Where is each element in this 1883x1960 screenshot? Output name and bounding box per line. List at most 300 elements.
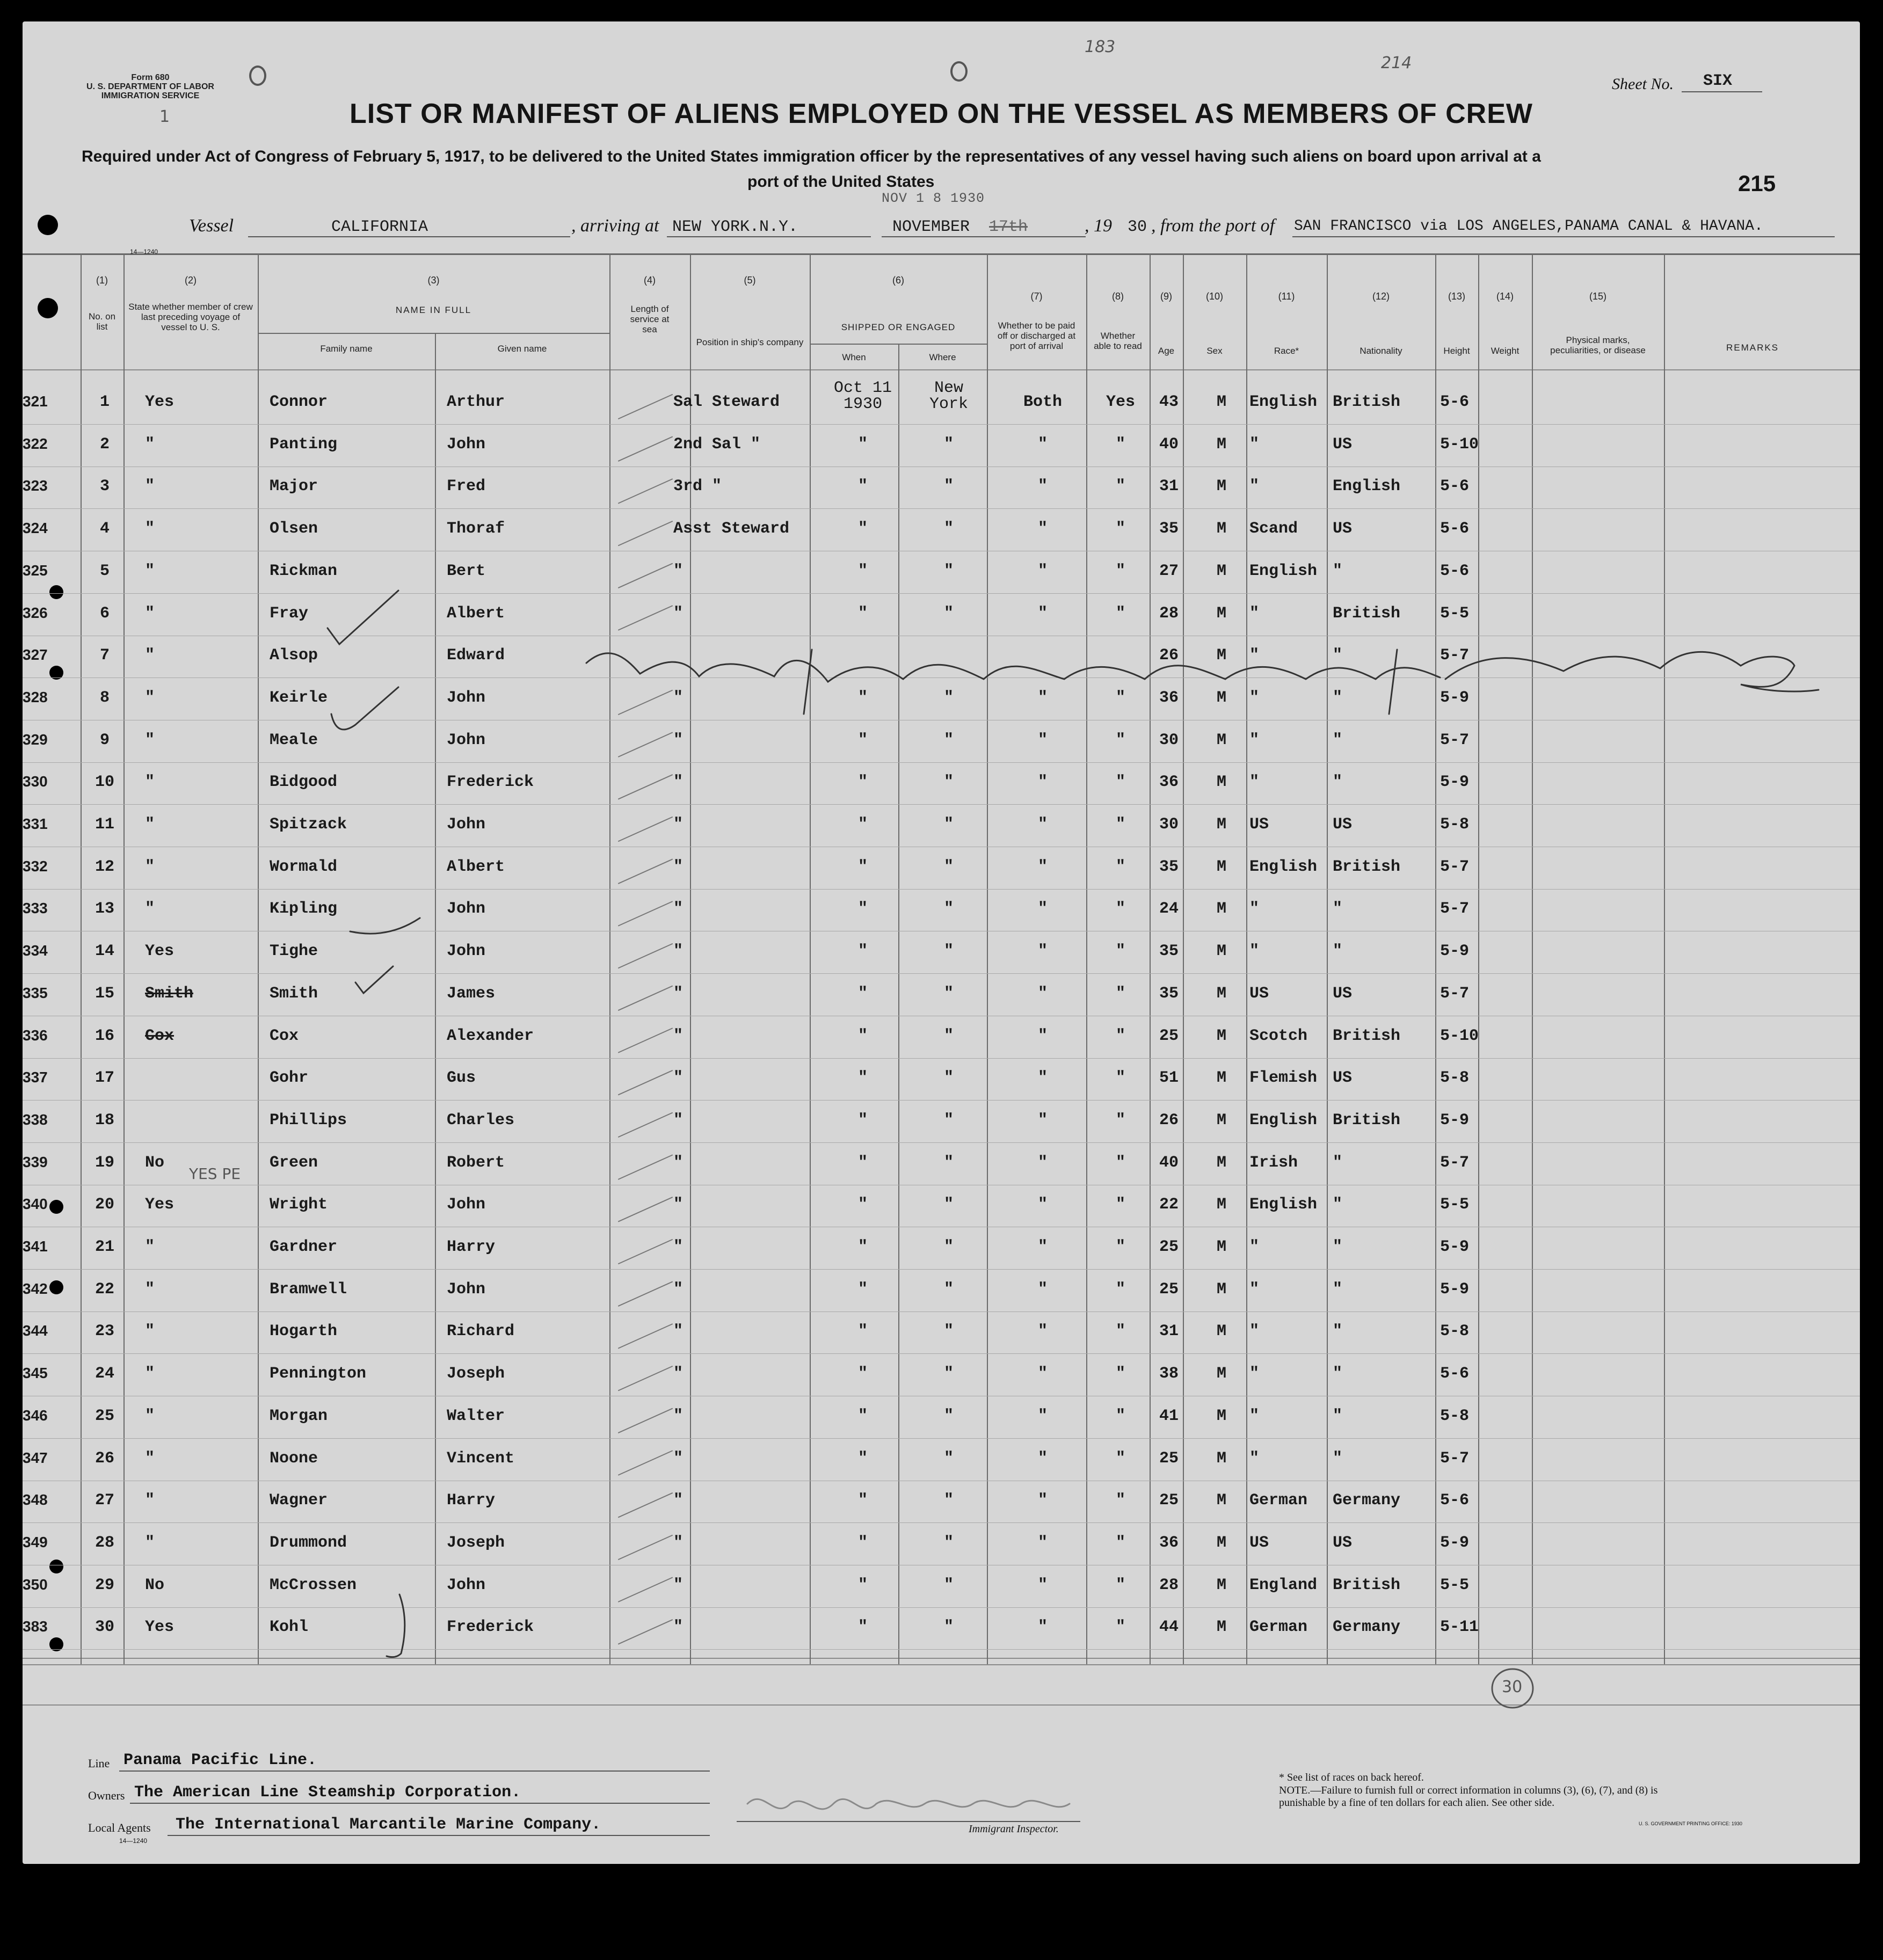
row-shipped-when: ": [857, 900, 868, 919]
row-shipped-where: ": [943, 1026, 954, 1045]
row-position: ": [673, 857, 684, 876]
row-prev-voyage: Yes: [145, 942, 175, 961]
row-age: 36: [1159, 688, 1179, 707]
row-nationality: US: [1333, 435, 1353, 454]
row-family-name: Gardner: [270, 1238, 338, 1256]
row-shipped-where: ": [943, 1449, 954, 1468]
col-header-given: Given name: [497, 344, 547, 354]
service-tick-mark: [619, 775, 672, 799]
owners-label: Owners: [88, 1789, 125, 1802]
row-age: 25: [1159, 1238, 1179, 1256]
row-prev-voyage: ": [145, 857, 155, 876]
row-sex: M: [1216, 562, 1226, 580]
row-able-to-read: ": [1115, 435, 1125, 454]
row-ref: 335: [23, 984, 48, 1001]
penalty-note: NOTE.—Failure to furnish full or correct information in columns (3), (6), (7), and (8) is punishable by a fine of ten dollars for each alien. See other side.: [1279, 1784, 1658, 1809]
row-able-to-read: ": [1115, 520, 1125, 538]
row-age: 26: [1159, 1111, 1179, 1130]
row-given-name: John: [447, 435, 486, 454]
row-prev-voyage: ": [145, 1449, 155, 1468]
row-paid-off: ": [1037, 1618, 1048, 1637]
page-number: 215: [1738, 171, 1776, 196]
line-value: Panama Pacific Line.: [123, 1751, 317, 1769]
service-tick-mark: [619, 1197, 672, 1221]
agents-value: The International Marcantile Marine Company.: [176, 1816, 601, 1834]
row-position: ": [673, 900, 684, 919]
row-age: 25: [1159, 1026, 1179, 1045]
row-race: ": [1249, 731, 1260, 749]
row-nationality: British: [1333, 1111, 1401, 1130]
row-height: 5-6: [1440, 1365, 1470, 1383]
row-shipped-when: ": [857, 1533, 868, 1552]
service-tick-mark: [619, 395, 672, 419]
service-tick-mark: [619, 944, 672, 968]
row-race: English: [1249, 562, 1318, 580]
row-number: 26: [94, 1449, 114, 1468]
row-shipped-where: ": [943, 477, 954, 496]
row-height: 5-9: [1440, 1533, 1470, 1552]
row-shipped-when: Oct 11 1930: [833, 379, 892, 413]
row-able-to-read: ": [1115, 731, 1125, 749]
row-paid-off: ": [1037, 1111, 1048, 1130]
row-nationality: US: [1333, 984, 1353, 1003]
row-paid-off: ": [1037, 688, 1048, 707]
row-race: US: [1249, 815, 1269, 834]
row-prev-voyage: ": [145, 477, 155, 496]
row-age: 43: [1159, 393, 1179, 411]
row-able-to-read: ": [1115, 1280, 1125, 1299]
gpo-imprint: U. S. GOVERNMENT PRINTING OFFICE: 1930: [1639, 1821, 1742, 1826]
row-nationality: ": [1333, 1238, 1343, 1256]
row-position: ": [673, 773, 684, 792]
row-given-name: John: [447, 942, 486, 961]
row-shipped-where: ": [943, 815, 954, 834]
row-height: 5-5: [1440, 604, 1470, 623]
row-shipped-when: ": [857, 1407, 868, 1425]
row-nationality: US: [1333, 1069, 1353, 1088]
row-position: ": [673, 1280, 684, 1299]
row-able-to-read: ": [1115, 1196, 1125, 1214]
service-tick-mark: [619, 1029, 672, 1053]
col-header-remarks: REMARKS: [1726, 343, 1779, 353]
row-prev-voyage: ": [145, 646, 155, 665]
row-age: 25: [1159, 1280, 1179, 1299]
col-num-2: (2): [185, 275, 197, 286]
row-height: 5-11: [1440, 1618, 1479, 1637]
row-prev-voyage: Yes: [145, 393, 175, 411]
service-tick-mark: [619, 1620, 672, 1644]
row-sex: M: [1216, 1280, 1226, 1299]
row-position: ": [673, 562, 684, 580]
row-paid-off: ": [1037, 773, 1048, 792]
col-header-13: Height: [1443, 346, 1470, 356]
col-num-11: (11): [1278, 291, 1295, 302]
row-shipped-when: ": [857, 1491, 868, 1510]
row-family-name: Morgan: [270, 1407, 328, 1425]
col-num-5: (5): [744, 275, 756, 286]
row-age: 51: [1159, 1069, 1179, 1088]
arrival-month: NOVEMBER: [892, 218, 970, 236]
row-shipped-when: ": [857, 984, 868, 1003]
row-position: ": [673, 942, 684, 961]
row-nationality: British: [1333, 1026, 1401, 1045]
row-position: ": [673, 1407, 684, 1425]
col-header-14: Weight: [1491, 346, 1520, 356]
row-given-name: Bert: [447, 562, 486, 580]
row-able-to-read: ": [1115, 1491, 1125, 1510]
row-able-to-read: ": [1115, 1365, 1125, 1383]
row-nationality: British: [1333, 393, 1401, 411]
col-num-10: (10): [1205, 291, 1223, 302]
row-shipped-when: ": [857, 773, 868, 792]
row-number: 11: [94, 815, 114, 834]
row-nationality: ": [1333, 1365, 1343, 1383]
row-shipped-when: ": [857, 562, 868, 580]
row-position: ": [673, 1238, 684, 1256]
col-num-12: (12): [1372, 291, 1390, 302]
row-able-to-read: ": [1115, 1618, 1125, 1637]
row-family-name: Bidgood: [270, 773, 338, 792]
col-num-9: (9): [1160, 291, 1172, 302]
row-family-name: McCrossen: [270, 1576, 357, 1594]
row-ref: 321: [23, 393, 48, 410]
row-age: 27: [1159, 562, 1179, 580]
row-race: English: [1249, 857, 1318, 876]
row-paid-off: ": [1037, 815, 1048, 834]
row-shipped-when: ": [857, 857, 868, 876]
row-shipped-where: ": [943, 688, 954, 707]
row-nationality: Germany: [1333, 1491, 1401, 1510]
service-tick-mark: [619, 859, 672, 884]
row-nationality: ": [1333, 942, 1343, 961]
row-family-name: Panting: [270, 435, 338, 454]
row-number: 19: [94, 1153, 114, 1172]
row-paid-off: ": [1037, 857, 1048, 876]
row-number: 22: [94, 1280, 114, 1299]
row-paid-off: ": [1037, 1026, 1048, 1045]
row-family-name: Pennington: [270, 1365, 367, 1383]
row-ref: 383: [23, 1618, 48, 1635]
row-height: 5-9: [1440, 688, 1470, 707]
row-height: 5-7: [1440, 1153, 1470, 1172]
col-header-5: Position in ship's company: [696, 337, 804, 347]
row-ref: 348: [23, 1491, 48, 1509]
col-header-3: NAME IN FULL: [395, 305, 472, 315]
col-header-11: Race*: [1274, 346, 1299, 356]
row-height: 5-8: [1440, 1322, 1470, 1341]
row-prev-voyage: ": [145, 1322, 155, 1341]
row-nationality: ": [1333, 688, 1343, 707]
subtitle-continued: port of the United States: [747, 173, 935, 191]
line-label: Line: [88, 1757, 110, 1770]
row-sex: M: [1216, 1407, 1226, 1425]
row-number: 25: [94, 1407, 114, 1425]
row-sex: M: [1216, 1618, 1226, 1637]
row-sex: M: [1216, 520, 1226, 538]
row-given-name: Joseph: [447, 1533, 505, 1552]
department: U. S. DEPARTMENT OF LABOR: [86, 82, 214, 91]
col-num-15: (15): [1589, 291, 1606, 302]
row-position: ": [673, 1111, 684, 1130]
row-race: ": [1249, 646, 1260, 665]
inspector-label: Immigrant Inspector.: [969, 1823, 1059, 1835]
row-number: 20: [94, 1196, 114, 1214]
service-tick-mark: [619, 690, 672, 715]
row-shipped-when: ": [857, 1449, 868, 1468]
page-title: LIST OR MANIFEST OF ALIENS EMPLOYED ON THE VESSEL AS MEMBERS OF CREW: [350, 98, 1533, 129]
row-sex: M: [1216, 1238, 1226, 1256]
row-shipped-when: ": [857, 1069, 868, 1088]
row-sex: M: [1216, 1491, 1226, 1510]
row-height: 5-10: [1440, 435, 1479, 454]
row-family-name: Kohl: [270, 1618, 309, 1637]
row-family-name: Noone: [270, 1449, 318, 1468]
row-sex: M: [1216, 984, 1226, 1003]
service-tick-mark: [619, 1366, 672, 1390]
row-sex: M: [1216, 477, 1226, 496]
row-ref: 328: [23, 688, 48, 705]
row-sex: M: [1216, 773, 1226, 792]
handwriting-overlay: [23, 21, 1860, 1864]
row-shipped-when: ": [857, 1238, 868, 1256]
row-number: 28: [94, 1533, 114, 1552]
row-family-name: Drummond: [270, 1533, 347, 1552]
row-paid-off: ": [1037, 1069, 1048, 1088]
row-shipped-where: ": [943, 1407, 954, 1425]
row-position: ": [673, 1069, 684, 1088]
row-sex: M: [1216, 942, 1226, 961]
row-given-name: Arthur: [447, 393, 505, 411]
sheet-label: Sheet No.: [1612, 75, 1674, 93]
row-position: 3rd ": [673, 477, 722, 496]
row19-note: YES PE: [189, 1165, 241, 1183]
row-paid-off: ": [1037, 1196, 1048, 1214]
row-given-name: Harry: [447, 1491, 496, 1510]
row-age: 35: [1159, 984, 1179, 1003]
row-race: US: [1249, 1533, 1269, 1552]
row-shipped-when: ": [857, 520, 868, 538]
row-race: English: [1249, 393, 1318, 411]
vessel-name: CALIFORNIA: [331, 218, 428, 236]
row-shipped-when: ": [857, 942, 868, 961]
row-number: 15: [94, 984, 114, 1003]
row-race: ": [1249, 900, 1260, 919]
row-race: ": [1249, 773, 1260, 792]
col-num-1: (1): [96, 275, 108, 286]
row-ref: 336: [23, 1026, 48, 1044]
row-family-name: Major: [270, 477, 318, 496]
row-prev-voyage: ": [145, 520, 155, 538]
row-given-name: Albert: [447, 857, 505, 876]
row-race: ": [1249, 477, 1260, 496]
row-able-to-read: ": [1115, 1026, 1125, 1045]
row-paid-off: ": [1037, 477, 1048, 496]
row-age: 26: [1159, 646, 1179, 665]
row-paid-off: ": [1037, 1238, 1048, 1256]
row-height: 5-9: [1440, 1280, 1470, 1299]
row-race: England: [1249, 1576, 1318, 1594]
row-number: 3: [99, 477, 110, 496]
row-paid-off: ": [1037, 731, 1048, 749]
row-sex: M: [1216, 688, 1226, 707]
row-age: 28: [1159, 604, 1179, 623]
service-tick-mark: [619, 521, 672, 545]
row-paid-off: ": [1037, 900, 1048, 919]
row-height: 5-6: [1440, 477, 1470, 496]
row-nationality: ": [1333, 900, 1343, 919]
row-paid-off: ": [1037, 1533, 1048, 1552]
row-able-to-read: ": [1115, 1322, 1125, 1341]
pencil-mark: 1: [159, 107, 170, 126]
row-age: 31: [1159, 1322, 1179, 1341]
row-age: 36: [1159, 1533, 1179, 1552]
row-race: Scotch: [1249, 1026, 1308, 1045]
row-race: German: [1249, 1618, 1308, 1637]
row-family-name: Green: [270, 1153, 318, 1172]
row-race: ": [1249, 1238, 1260, 1256]
row-age: 22: [1159, 1196, 1179, 1214]
row-able-to-read: ": [1115, 1533, 1125, 1552]
agents-code: 14—1240: [119, 1837, 148, 1845]
row-shipped-when: ": [857, 1026, 868, 1045]
row-shipped-where: ": [943, 1618, 954, 1637]
col-header-12: Nationality: [1359, 346, 1402, 356]
row-ref: 322: [23, 435, 48, 452]
row-number: 8: [99, 688, 110, 707]
row-nationality: British: [1333, 1576, 1401, 1594]
row-position: ": [673, 1153, 684, 1172]
service-tick-mark: [619, 817, 672, 841]
row-race: ": [1249, 604, 1260, 623]
col-num-4: (4): [644, 275, 656, 286]
row-able-to-read: Yes: [1106, 393, 1135, 411]
row-ref: 326: [23, 604, 48, 621]
row-given-name: Frederick: [447, 1618, 534, 1637]
row-able-to-read: ": [1115, 1111, 1125, 1130]
row-ref: 340: [23, 1196, 48, 1213]
row-position: Asst Steward: [673, 520, 790, 538]
row-family-name: Wormald: [270, 857, 338, 876]
row-prev-voyage: ": [145, 562, 155, 580]
row-paid-off: ": [1037, 1576, 1048, 1594]
row-nationality: English: [1333, 477, 1401, 496]
row-sex: M: [1216, 857, 1226, 876]
row-family-name: Kipling: [270, 900, 338, 919]
row-family-name: Wright: [270, 1196, 328, 1214]
row-able-to-read: ": [1115, 688, 1125, 707]
row-sex: M: [1216, 1576, 1226, 1594]
row-given-name: John: [447, 1280, 486, 1299]
service-tick-mark: [619, 606, 672, 630]
row-number: 5: [99, 562, 110, 580]
row-race: Irish: [1249, 1153, 1298, 1172]
row-prev-voyage: Yes: [145, 1196, 175, 1214]
sheet-number: SIX: [1703, 72, 1733, 90]
row-able-to-read: ": [1115, 477, 1125, 496]
row-prev-voyage: ": [145, 1365, 155, 1383]
row-height: 5-6: [1440, 562, 1470, 580]
date-stamp: NOV 1 8 1930: [882, 191, 985, 206]
row-prev-voyage: ": [145, 604, 155, 623]
row-race: Scand: [1249, 520, 1298, 538]
row-ref: 329: [23, 731, 48, 748]
row-ref: 339: [23, 1153, 48, 1170]
row-nationality: British: [1333, 857, 1401, 876]
row-ref: 349: [23, 1533, 48, 1550]
row-number: 21: [94, 1238, 114, 1256]
row-number: 7: [99, 646, 110, 665]
row-number: 30: [94, 1618, 114, 1637]
row-shipped-where: ": [943, 1491, 954, 1510]
row-shipped-where: ": [943, 1153, 954, 1172]
row-able-to-read: ": [1115, 1069, 1125, 1088]
row-shipped-where: ": [943, 435, 954, 454]
row-ref: 334: [23, 942, 48, 959]
service-tick-mark: [619, 564, 672, 588]
row-shipped-where: ": [943, 731, 954, 749]
service-tick-mark: [619, 1451, 672, 1475]
row-sex: M: [1216, 815, 1226, 834]
row-height: 5-9: [1440, 1238, 1470, 1256]
service-tick-mark: [619, 1324, 672, 1348]
row-prev-voyage: ": [145, 1238, 155, 1256]
row-family-name: Fray: [270, 604, 309, 623]
row-paid-off: ": [1037, 1491, 1048, 1510]
row-nationality: ": [1333, 773, 1343, 792]
row-given-name: Alexander: [447, 1026, 534, 1045]
row-height: 5-8: [1440, 1069, 1470, 1088]
row-position: ": [673, 1576, 684, 1594]
service-tick-mark: [619, 1409, 672, 1433]
row-height: 5-9: [1440, 942, 1470, 961]
row-family-name: Alsop: [270, 646, 318, 665]
row-given-name: Richard: [447, 1322, 515, 1341]
row-prev-voyage: ": [145, 688, 155, 707]
row-race: ": [1249, 1449, 1260, 1468]
row-given-name: Gus: [447, 1069, 476, 1088]
row-able-to-read: ": [1115, 1238, 1125, 1256]
row-shipped-where: ": [943, 1238, 954, 1256]
row-position: ": [673, 815, 684, 834]
from-label: , from the port of: [1151, 216, 1275, 236]
row-shipped-where: ": [943, 1533, 954, 1552]
row-able-to-read: ": [1115, 815, 1125, 834]
row-nationality: ": [1333, 646, 1343, 665]
row-paid-off: ": [1037, 520, 1048, 538]
print-code: 14—1240: [130, 248, 158, 256]
row-position: ": [673, 1365, 684, 1383]
row-ref: 333: [23, 900, 48, 917]
row-race: English: [1249, 1111, 1318, 1130]
row-given-name: Fred: [447, 477, 486, 496]
service-tick-mark: [619, 733, 672, 757]
col-num-8: (8): [1112, 291, 1124, 302]
row-paid-off: ": [1037, 604, 1048, 623]
row-age: 36: [1159, 773, 1179, 792]
row-race: ": [1249, 1407, 1260, 1425]
row-paid-off: ": [1037, 1153, 1048, 1172]
row-age: 35: [1159, 857, 1179, 876]
row-family-name: Cox: [270, 1026, 299, 1045]
row-able-to-read: ": [1115, 562, 1125, 580]
owners-value: The American Line Steamship Corporation.: [134, 1783, 521, 1802]
row-family-name: Phillips: [270, 1111, 347, 1130]
year-prefix: , 19: [1085, 216, 1112, 236]
row-ref: 347: [23, 1449, 48, 1466]
row-nationality: US: [1333, 815, 1353, 834]
row-shipped-where: ": [943, 604, 954, 623]
row-ref: 345: [23, 1365, 48, 1382]
